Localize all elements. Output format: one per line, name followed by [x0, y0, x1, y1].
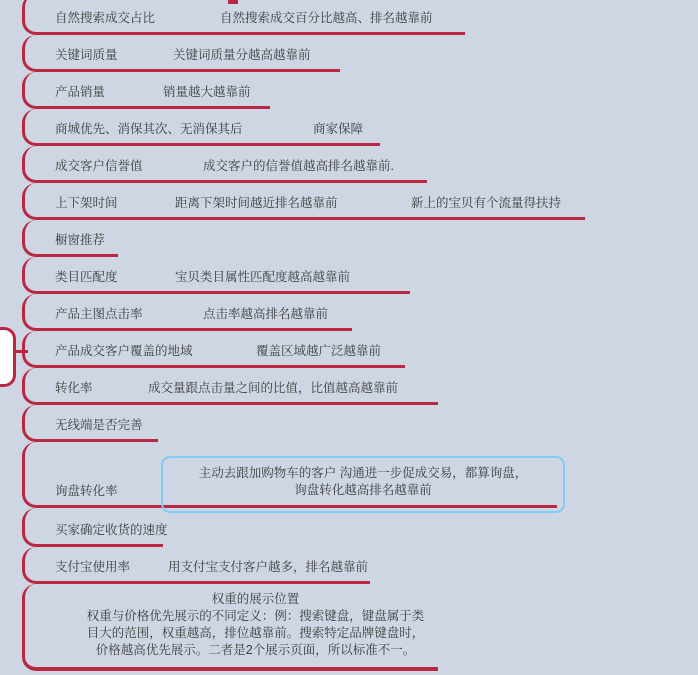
branch-window-recommend: [22, 220, 118, 257]
node-desc[interactable]: 成交量跟点击量之间的比值，比值越高越靠前: [148, 381, 399, 395]
node-desc[interactable]: 用支付宝支付客户越多，排名越靠前: [168, 560, 369, 574]
weight-display-line-3: 价格越高优先展示。二者是2个展示页面，所以标准不一。: [95, 643, 416, 657]
node-desc[interactable]: 覆盖区域越广泛越靠前: [256, 344, 382, 358]
node-label[interactable]: 询盘转化率: [55, 484, 118, 498]
hub-parent-node[interactable]: [0, 327, 16, 387]
weight-display-line-1: 权重与价格优先展示的不同定义：例：搜索键盘，键盘属于类: [86, 609, 425, 623]
node-label[interactable]: 支付宝使用率: [55, 560, 131, 574]
inquiry-note-line-2: 询盘转化越高排名越靠前: [294, 483, 432, 497]
branch-natural-search-ratio: [22, 0, 465, 35]
branch-customer-credit: [22, 146, 427, 183]
inquiry-note-line-1: 主动去跟加购物车的客户 沟通进一步促成交易，都算询盘，: [198, 466, 528, 480]
node-desc[interactable]: 销量越大越靠前: [163, 85, 251, 99]
node-desc[interactable]: 自然搜索成交百分比越高、排名越靠前: [220, 11, 433, 25]
branch-product-sales: [22, 72, 270, 109]
node-label[interactable]: 买家确定收货的速度: [55, 523, 168, 537]
node-label[interactable]: 产品主图点击率: [55, 307, 143, 321]
node-label[interactable]: 成交客户信誉值: [55, 159, 143, 173]
branch-alipay-usage: [22, 547, 370, 584]
branch-shelf-time: [22, 183, 585, 220]
node-desc-2[interactable]: 新上的宝贝有个流量得扶持: [411, 196, 562, 210]
weight-display-line-2: 目大的范围，权重越高，排位越靠前。搜索特定品牌键盘时，: [86, 626, 425, 640]
node-desc[interactable]: 宝贝类目属性匹配度越高越靠前: [175, 270, 351, 284]
weight-display-title: 权重的展示位置: [211, 592, 300, 606]
branch-wireless-complete: [22, 405, 158, 442]
branch-category-match: [22, 257, 410, 294]
node-label[interactable]: 产品成交客户覆盖的地域: [55, 344, 193, 358]
inquiry-note-box[interactable]: [161, 456, 565, 513]
branch-main-image-ctr: [22, 294, 352, 331]
branch-conversion-rate: [22, 368, 438, 405]
branch-keyword-quality: [22, 35, 340, 72]
node-label[interactable]: 上下架时间: [55, 196, 118, 210]
node-label[interactable]: 自然搜索成交占比: [55, 11, 156, 25]
node-label[interactable]: 类目匹配度: [55, 270, 118, 284]
weight-display-node[interactable]: [33, 591, 478, 659]
node-label[interactable]: 无线端是否完善: [55, 418, 143, 432]
node-label[interactable]: 橱窗推荐: [55, 233, 106, 247]
node-label[interactable]: 转化率: [55, 381, 93, 395]
node-label[interactable]: 产品销量: [55, 85, 106, 99]
node-desc[interactable]: 商家保障: [313, 122, 364, 136]
node-desc[interactable]: 成交客户的信誉值越高排名越靠前.: [203, 159, 394, 173]
node-label[interactable]: 关键词质量: [55, 48, 118, 62]
node-desc[interactable]: 关键词质量分越高越靠前: [173, 48, 311, 62]
node-desc[interactable]: 点击率越高排名越靠前: [203, 307, 329, 321]
node-desc[interactable]: 距离下架时间越近排名越靠前: [175, 196, 338, 210]
branch-customer-region: [22, 331, 405, 368]
branch-receipt-speed: [22, 508, 168, 547]
branch-mall-priority: [22, 109, 380, 146]
node-label[interactable]: 商城优先、消保其次、无消保其后: [55, 122, 243, 136]
